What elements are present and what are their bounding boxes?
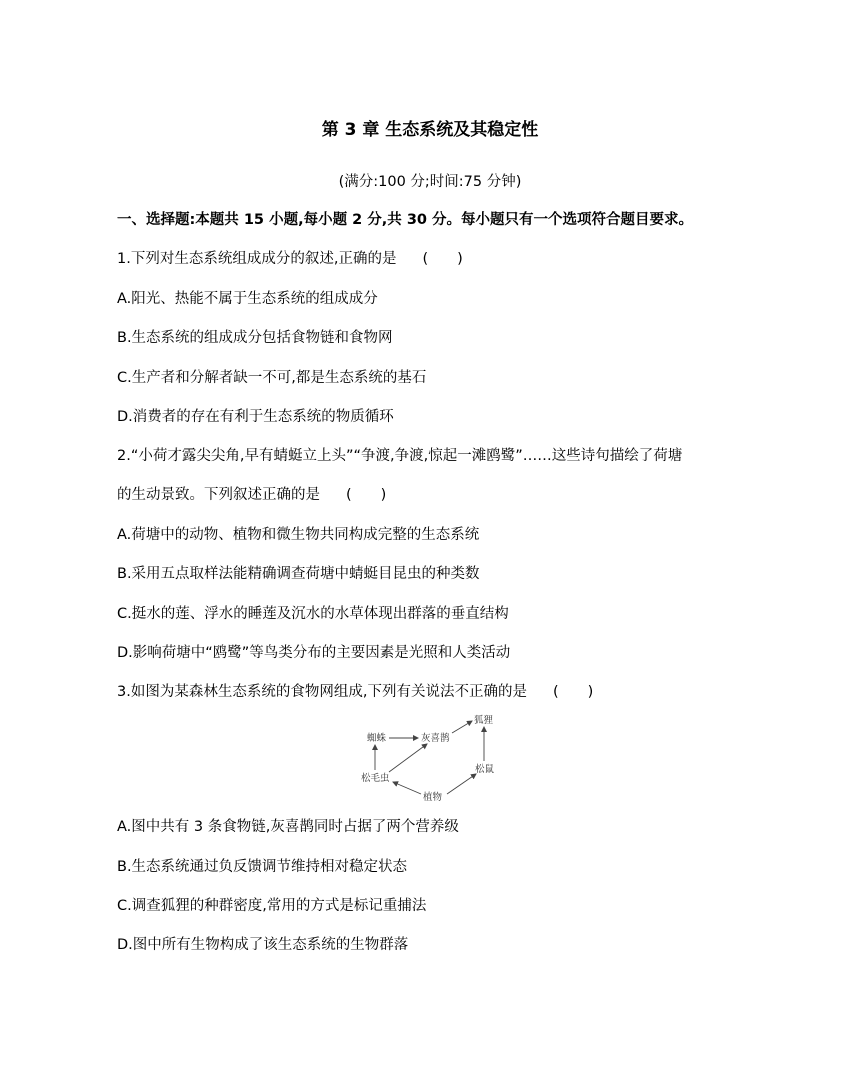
page-title: 第 3 章 生态系统及其稳定性 [321, 120, 539, 140]
question-2-option-a: A.荷塘中的动物、植物和微生物共同构成完整的生态系统 [117, 527, 480, 543]
question-3-option-d: D.图中所有生物构成了该生态系统的生物群落 [117, 937, 409, 953]
node-squirrel: 松鼠 [475, 764, 495, 775]
question-2-option-b: B.采用五点取样法能精确调查荷塘中蜻蜓目昆虫的种类数 [117, 566, 480, 582]
node-fox: 狐狸 [474, 715, 494, 726]
question-1-option-a: A.阳光、热能不属于生态系统的组成成分 [117, 291, 378, 307]
answer-paren: ( ) [552, 684, 594, 700]
question-1-stem-text: 1.下列对生态系统组成成分的叙述,正确的是 [117, 251, 397, 267]
node-plant: 植物 [423, 792, 443, 803]
node-caterpillar: 松毛虫 [361, 773, 390, 784]
question-3-option-b: B.生态系统通过负反馈调节维持相对稳定状态 [117, 859, 408, 875]
question-2-stem-cont-text: 的生动景致。下列叙述正确的是 [117, 487, 320, 503]
question-3-option-c: C.调查狐狸的种群密度,常用的方式是标记重捕法 [117, 898, 427, 914]
answer-paren: ( ) [346, 487, 387, 503]
node-magpie: 灰喜鹊 [421, 733, 450, 744]
question-2-option-d: D.影响荷塘中“鸥鹭”等鸟类分布的主要因素是光照和人类活动 [117, 645, 511, 661]
question-2-stem: 2.“小荷才露尖尖角,早有蜻蜓立上头”“争渡,争渡,惊起一滩鸥鹭”……这些诗句描绘了荷塘 [117, 448, 683, 464]
arrow-caterpillar-to-magpie [389, 744, 427, 772]
question-1-stem [117, 249, 463, 269]
question-1-option-d: D.消费者的存在有利于生态系统的物质循环 [117, 409, 394, 425]
arrow-plant-to-squirrel [447, 774, 476, 794]
section-heading: 一、选择题:本题共 15 小题,每小题 2 分,共 30 分。每小题只有一个选项符合题目要求。 [117, 212, 694, 228]
answer-paren: ( ) [422, 251, 463, 267]
question-3-stem-text: 3.如图为某森林生态系统的食物网组成,下列有关说法不正确的是 [117, 684, 527, 700]
question-2-stem-cont [117, 485, 386, 505]
food-web-diagram [355, 708, 515, 804]
question-1-option-c: C.生产者和分解者缺一不可,都是生态系统的基石 [117, 370, 427, 386]
question-3-stem [117, 682, 593, 702]
question-3-option-a: A.图中共有 3 条食物链,灰喜鹊同时占据了两个营养级 [117, 819, 459, 835]
arrow-plant-to-caterpillar [393, 782, 421, 794]
node-spider: 蜘蛛 [367, 733, 387, 744]
arrow-magpie-to-fox [452, 721, 472, 733]
question-1-option-b: B.生态系统的组成成分包括食物链和食物网 [117, 330, 393, 346]
question-2-option-c: C.挺水的莲、浮水的睡莲及沉水的水草体现出群落的垂直结构 [117, 606, 509, 622]
page-subtitle: (满分:100 分;时间:75 分钟) [338, 174, 522, 190]
